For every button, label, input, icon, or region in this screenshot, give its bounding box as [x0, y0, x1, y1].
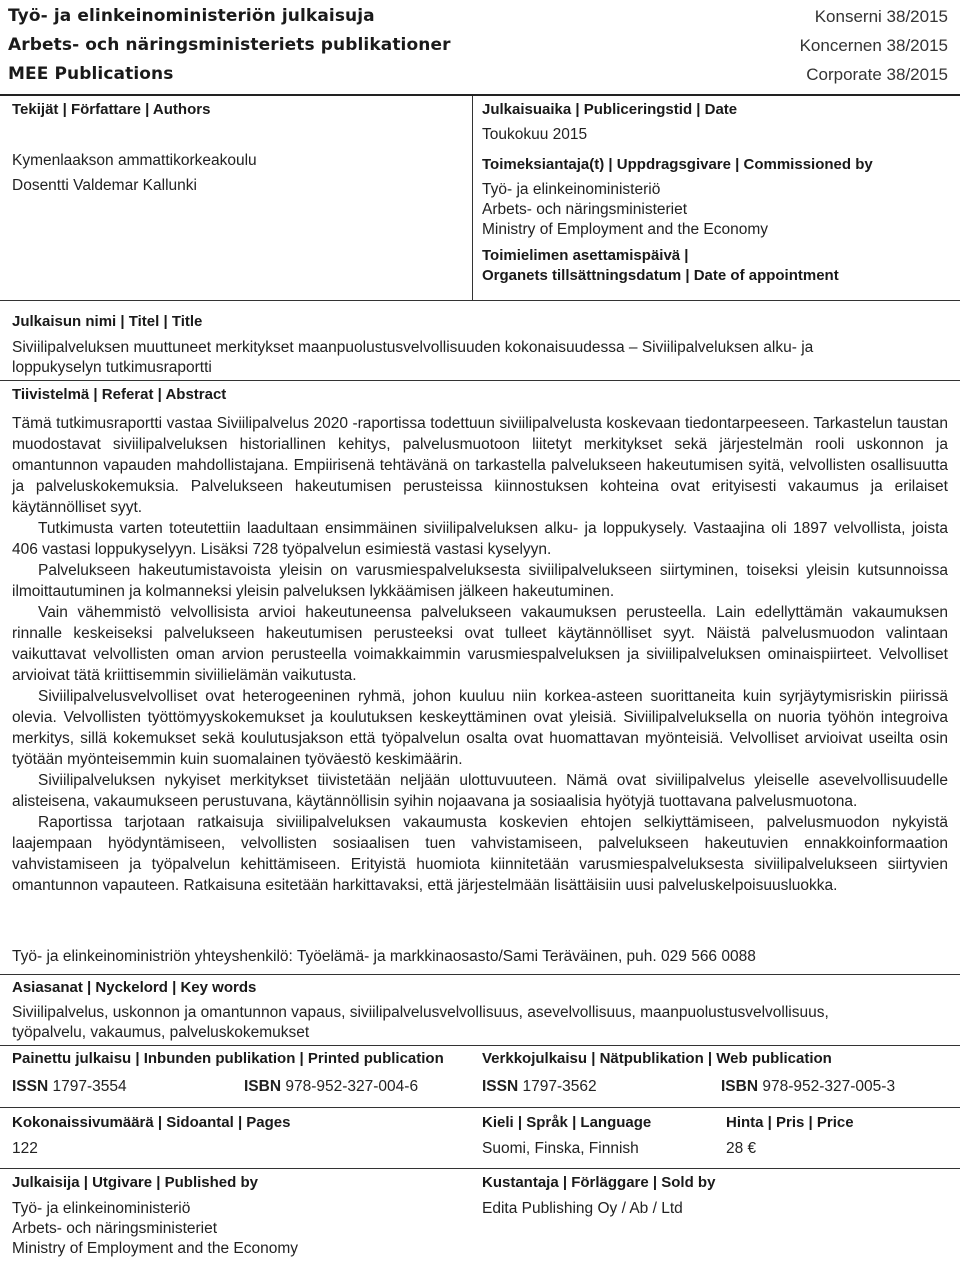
printed-label: Painettu julkaisu | Inbunden publikation | Printed publication: [12, 1050, 444, 1067]
appointment-label-1: Toimielimen asettamispäivä |: [482, 247, 689, 264]
title-line-1: Siviilipalveluksen muuttuneet merkitykset maanpuolustusvelvollisuuden kokonaisuudessa – Siviilipalveluksen alku- ja: [12, 339, 814, 356]
keywords-line-1: Siviilipalvelus, uskonnon ja omantunnon vapaus, siviilipalvelusvelvollisuus, asevelvollisuus, maanpuolustusvelvollisuus,: [12, 1004, 829, 1021]
publisher-label: Julkaisija | Utgivare | Published by: [12, 1174, 258, 1191]
abstract-paragraph-6: Siviilipalveluksen nykyiset merkitykset tiivistetään neljään ulottuvuuteen. Nämä ovat siviilipalvelus yleiselle asevelvollisuudelle alisteisena, vakaumukseen perustuvana, käytännöllisin syihin nojaavana ja sosiaalisia hyötyjä tuottavana palvelusmuotona.: [12, 772, 948, 810]
contact-person: Työ- ja elinkeinoministriön yhteyshenkilö: Työelämä- ja markkinaosasto/Sami Teräväinen, puh. 029 566 0088: [12, 948, 756, 965]
authors-line-1: Kymenlaakson ammattikorkeakoulu: [12, 152, 257, 169]
abstract-paragraph-2: Tutkimusta varten toteutettiin laadultaan ensimmäinen siviilipalveluksen alku- ja loppukysely. Vastaajina oli 1897 velvollista, joista 406 vastasi loppukyselyyn. Lisäksi 728 työpalvelun esimiestä vastasi kyselyyn.: [12, 520, 948, 558]
column-divider: [472, 96, 473, 300]
commissioned-label: Toimeksiantaja(t) | Uppdragsgivare | Commissioned by: [482, 156, 873, 173]
price-value: 28 €: [726, 1140, 757, 1157]
title-line-2: loppukyselyn tutkimusraportti: [12, 359, 212, 376]
series-number-fi: Konserni 38/2015: [814, 7, 948, 26]
seller-value: Edita Publishing Oy / Ab / Ltd: [482, 1200, 683, 1217]
series-title-fi: Työ- ja elinkeinoministeriön julkaisuja: [8, 6, 375, 26]
printed-isbn: [244, 1076, 418, 1097]
divider-publication: [0, 1045, 960, 1046]
divider-abstract: [0, 380, 960, 381]
header-divider: [0, 94, 960, 96]
commissioned-line-3: Ministry of Employment and the Economy: [482, 221, 769, 238]
web-issn-label: ISSN: [482, 1078, 519, 1095]
printed-isbn-label: ISBN: [244, 1078, 282, 1095]
pubdate-value: Toukokuu 2015: [482, 126, 588, 143]
web-isbn-value: 978-952-327-005-3: [762, 1078, 896, 1095]
series-title: [8, 2, 451, 89]
abstract-body: [12, 413, 948, 896]
divider-pages: [0, 1107, 960, 1108]
keywords-line-2: työpalvelu, vakaumus, palveluskokemukset: [12, 1024, 310, 1041]
series-title-sv: Arbets- och näringsministeriets publikationer: [8, 35, 451, 55]
divider-publisher: [0, 1168, 960, 1169]
series-number-sv: Koncernen 38/2015: [799, 36, 948, 55]
series-number-en: Corporate 38/2015: [806, 65, 948, 84]
authors-line-2: Dosentti Valdemar Kallunki: [12, 177, 197, 194]
printed-isbn-value: 978-952-327-004-6: [285, 1078, 419, 1095]
abstract-paragraph-4: Vain vähemmistö velvollisista arvioi hakeutuneensa palvelukseen vakaumuksen perusteella. Lain edellyttämän vakaumuksen rinnalle keskeiseksi palvelukseen hakeutumisen perusteeksi ovat tulleet käytännölliset syyt. Näistä palvelusmuodon valintaan vaikuttavat velvollisten oman arvion perusteella voimakkaimmin varusmiespalveluksen ja siviilipalveluksen ominaispiirteet. Velvolliset arvioivat tätä kriittisemmin siviilielämän vaikutusta.: [12, 604, 948, 684]
title-label: Julkaisun nimi | Titel | Title: [12, 313, 203, 330]
printed-issn: [12, 1076, 127, 1097]
publisher-line-1: Työ- ja elinkeinoministeriö: [12, 1200, 191, 1217]
authors-label: Tekijät | Författare | Authors: [12, 101, 211, 118]
publisher-line-2: Arbets- och näringsministeriet: [12, 1220, 218, 1237]
web-isbn-label: ISBN: [721, 1078, 759, 1095]
price-label: Hinta | Pris | Price: [726, 1114, 854, 1131]
abstract-label: Tiivistelmä | Referat | Abstract: [12, 386, 227, 403]
abstract-paragraph-7: Raportissa tarjotaan ratkaisuja siviilipalveluksen vakaumusta koskevien ehtojen selkiyttämiseen, palvelusmuodon nykyistä laajempaan hyödyntämiseen, velvollisten sosiaalisen tuen vahvistamiseen, palvelukseen hakeutuvien ennakkoinformaation vahvistamiseen ja työpalvelun kehittämiseen. Erityistä huomiota kiinnitetään varusmiespalveluksesta siviilipalvelukseen siirtyvien omantunnon vapauteen. Ratkaisuna esitetään harkittavaksi, että järjestelmään lisättäisiin uusi palveluskelpoisuusluokka.: [12, 814, 948, 894]
seller-label: Kustantaja | Förläggare | Sold by: [482, 1174, 716, 1191]
pubdate-label: Julkaisuaika | Publiceringstid | Date: [482, 101, 738, 118]
divider-title: [0, 300, 960, 301]
abstract-paragraph-5: Siviilipalvelusvelvolliset ovat heterogeeninen ryhmä, johon kuuluu niin korkea-asteen suorittaneita kuin syrjäytymisriskin piirissä olevia. Velvollisten työttömyyskokemukset ja koulutuksen keskeyttäminen ovat yleisiä. Siviilipalveluksella on nuoria työhön integroiva merkitys, sillä kokemukset sekä koulutusjakson että työpalvelun osalta ovat huomattavan myönteisiä. Velvolliset arvioivat useilta osin työtään myönteisemmin kuin suomalainen työväestö keskimäärin.: [12, 688, 948, 768]
web-isbn: [721, 1076, 895, 1097]
abstract-paragraph-3: Palvelukseen hakeutumistavoista yleisin on varusmiespalveluksesta siviilipalvelukseen siirtyminen, toiseksi yleisin kutsunnoissa ilmoittautuminen ja kolmanneksi yleisin palveluksen lykkäämisen jälkeen hakeutuminen.: [12, 562, 948, 600]
appointment-label-2: Organets tillsättningsdatum | Date of appointment: [482, 267, 839, 284]
commissioned-line-2: Arbets- och näringsministeriet: [482, 201, 688, 218]
web-issn-value: 1797-3562: [522, 1078, 597, 1095]
series-title-en: MEE Publications: [8, 64, 174, 84]
series-number: [800, 2, 948, 89]
divider-keywords: [0, 974, 960, 975]
web-issn: [482, 1076, 597, 1097]
pages-value: 122: [12, 1140, 38, 1157]
printed-issn-label: ISSN: [12, 1078, 49, 1095]
commissioned-line-1: Työ- ja elinkeinoministeriö: [482, 181, 661, 198]
language-label: Kieli | Språk | Language: [482, 1114, 652, 1131]
abstract-paragraph-1: Tämä tutkimusraportti vastaa Siviilipalvelus 2020 -raportissa todettuun siviilipalvelusta koskevaan tiedontarpeeseen. Tarkastelun taustan muodostavat siviilipalveluksen historiallinen kehitys, palvelusmuotoon liitetyt merkitykset sekä järjestelmän rooli uskonnon ja omantunnon vapauden mahdollistajana. Empiirisenä tehtävänä on tarkastella palvelukseen hakeutumisen syitä, velvollisten osallisuutta ja palveluskokemuksia. Palvelukseen hakeutumisen perusteissa kiinnostuksen kohteina ovat erityisesti vakaumus ja erilaiset käytännölliset syyt.: [12, 415, 948, 516]
publisher-line-3: Ministry of Employment and the Economy: [12, 1240, 299, 1257]
keywords-label: Asiasanat | Nyckelord | Key words: [12, 979, 257, 996]
pages-label: Kokonaissivumäärä | Sidoantal | Pages: [12, 1114, 291, 1131]
language-value: Suomi, Finska, Finnish: [482, 1140, 639, 1157]
web-label: Verkkojulkaisu | Nätpublikation | Web publication: [482, 1050, 832, 1067]
printed-issn-value: 1797-3554: [52, 1078, 127, 1095]
